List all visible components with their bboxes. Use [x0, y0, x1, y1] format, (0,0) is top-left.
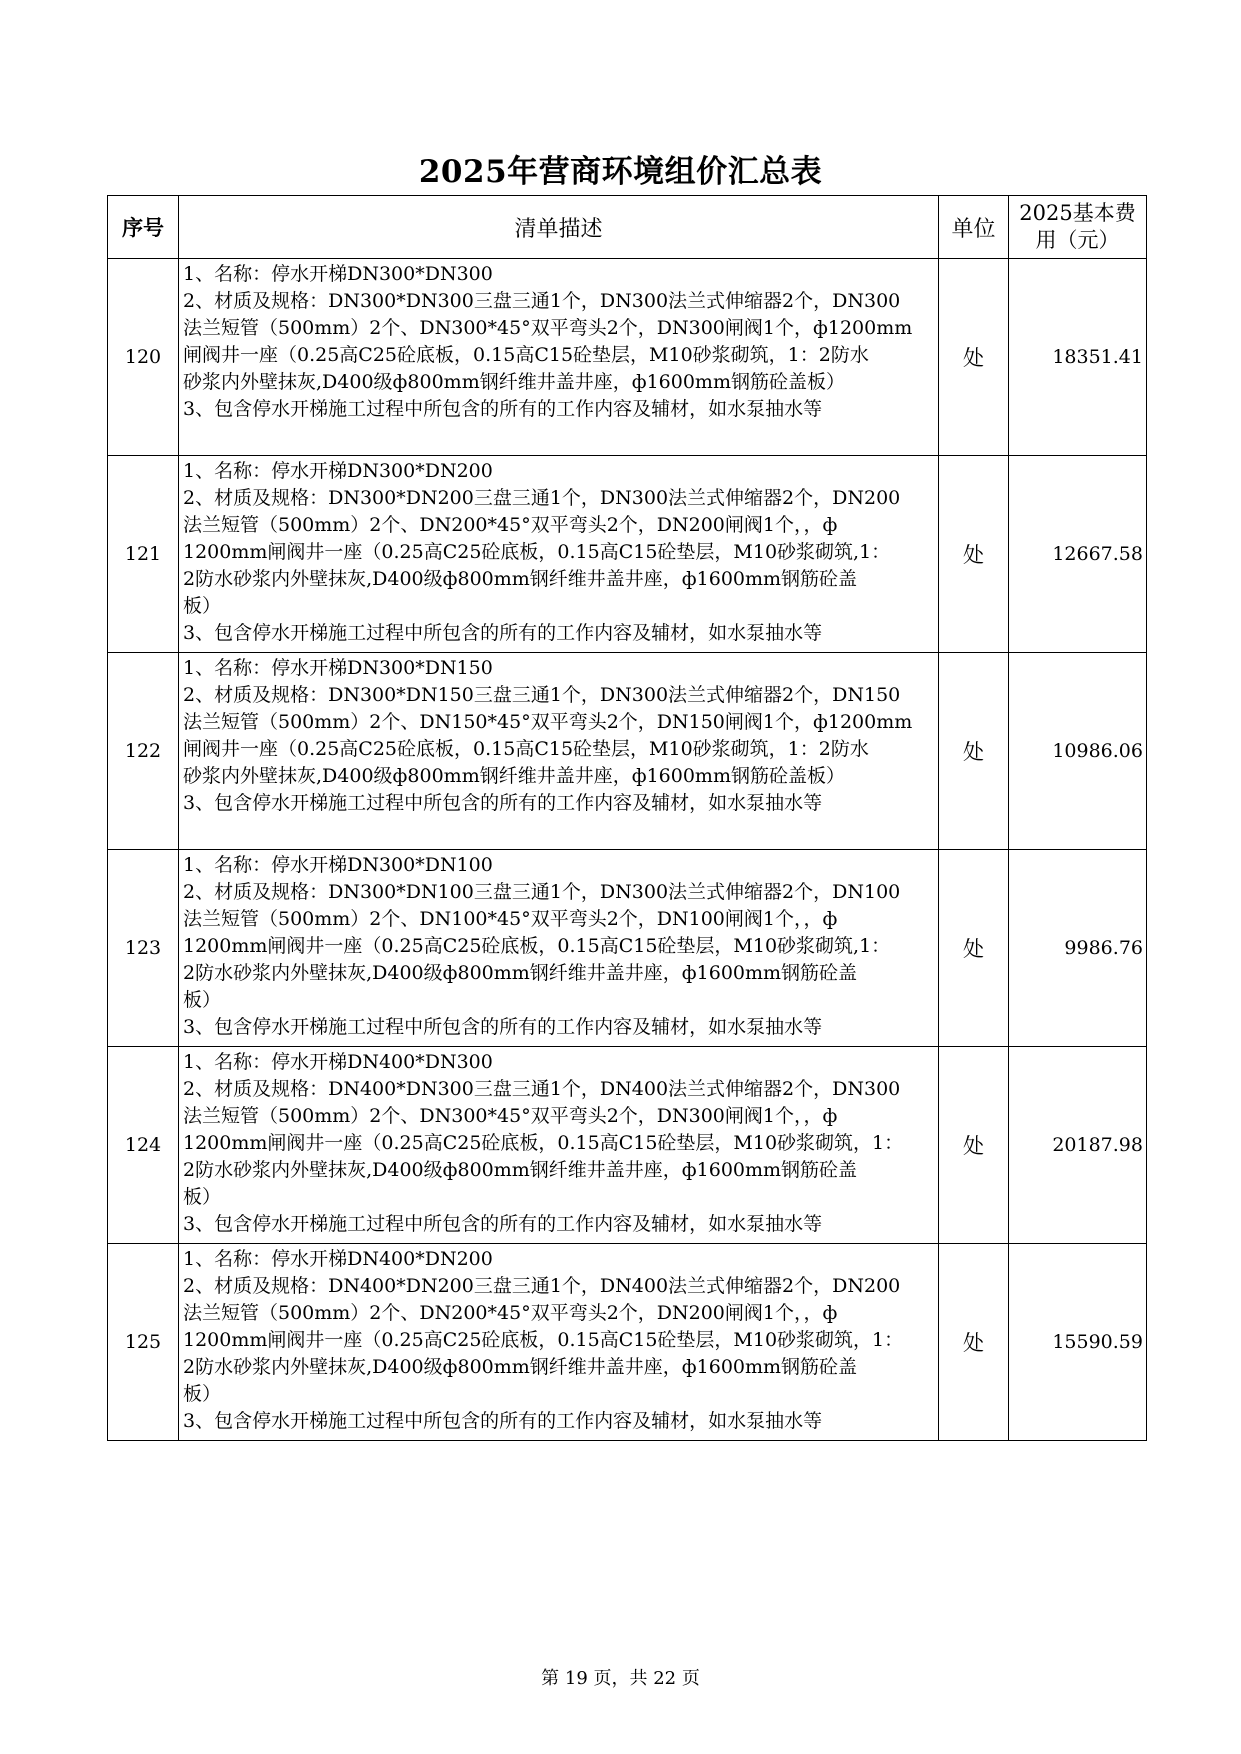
- description-line: 3、包含停水开梯施工过程中所包含的所有的工作内容及辅材，如水泵抽水等: [183, 1016, 823, 1038]
- description-line: 法兰短管（500mm）2个、DN150*45°双平弯头2个，DN150闸阀1个，ф1200mm: [183, 711, 913, 733]
- table-row: [108, 456, 1147, 653]
- description-line: 2、材质及规格：DN300*DN300三盘三通1个，DN300法兰式伸缩器2个，DN300: [183, 290, 901, 312]
- description-line: 1、名称：停水开梯DN300*DN100: [183, 854, 493, 876]
- row-description: [179, 259, 939, 456]
- description-line: 1200mm闸阀井一座（0.25高C25砼底板，0.15高C15砼垫层，M10砂浆砌筑,1：: [183, 935, 891, 957]
- description-line: 法兰短管（500mm）2个、DN300*45°双平弯头2个，DN300闸阀1个，ф1200mm: [183, 317, 913, 339]
- column-header-unit: 单位: [939, 196, 1009, 259]
- table-body: [108, 259, 1147, 1441]
- row-description: [179, 1244, 939, 1441]
- description-line: 3、包含停水开梯施工过程中所包含的所有的工作内容及辅材，如水泵抽水等: [183, 1213, 823, 1235]
- description-line: 1200mm闸阀井一座（0.25高C25砼底板，0.15高C15砼垫层，M10砂浆砌筑，1：: [183, 1329, 904, 1351]
- row-price: 18351.41: [1009, 259, 1147, 456]
- description-line: 板）: [183, 1383, 222, 1405]
- row-number: 122: [108, 653, 179, 850]
- row-number: 120: [108, 259, 179, 456]
- row-unit: 处: [939, 1244, 1009, 1441]
- table-row: [108, 850, 1147, 1047]
- table-row: [108, 259, 1147, 456]
- column-header-desc: 清单描述: [179, 196, 939, 259]
- row-number: 124: [108, 1047, 179, 1244]
- description-line: 1200mm闸阀井一座（0.25高C25砼底板，0.15高C15砼垫层，M10砂浆砌筑,1：: [183, 541, 891, 563]
- row-unit: 处: [939, 850, 1009, 1047]
- description-line: 砂浆内外壁抹灰,D400级ф800mm钢纤维井盖井座，ф1600mm钢筋砼盖板）: [183, 371, 845, 393]
- description-line: 板）: [183, 1186, 222, 1208]
- row-description: [179, 456, 939, 653]
- description-line: 砂浆内外壁抹灰,D400级ф800mm钢纤维井盖井座，ф1600mm钢筋砼盖板）: [183, 765, 845, 787]
- description-line: 2、材质及规格：DN300*DN100三盘三通1个，DN300法兰式伸缩器2个，DN100: [183, 881, 901, 903]
- row-unit: 处: [939, 653, 1009, 850]
- column-header-seq: 序号: [108, 196, 179, 259]
- description-line: 3、包含停水开梯施工过程中所包含的所有的工作内容及辅材，如水泵抽水等: [183, 398, 823, 420]
- description-line: 1200mm闸阀井一座（0.25高C25砼底板，0.15高C15砼垫层，M10砂浆砌筑，1：: [183, 1132, 904, 1154]
- description-line: 3、包含停水开梯施工过程中所包含的所有的工作内容及辅材，如水泵抽水等: [183, 792, 823, 814]
- row-unit: 处: [939, 259, 1009, 456]
- description-line: 板）: [183, 595, 222, 617]
- description-line: 1、名称：停水开梯DN300*DN150: [183, 657, 493, 679]
- table-header-row: [108, 196, 1147, 259]
- description-line: 2、材质及规格：DN300*DN150三盘三通1个，DN300法兰式伸缩器2个，DN150: [183, 684, 901, 706]
- page-footer: 第 19 页，共 22 页: [541, 1668, 700, 1689]
- price-summary-table: [107, 195, 1147, 1441]
- row-unit: 处: [939, 456, 1009, 653]
- table-row: [108, 1244, 1147, 1441]
- row-price: 15590.59: [1009, 1244, 1147, 1441]
- description-line: 闸阀井一座（0.25高C25砼底板，0.15高C15砼垫层，M10砂浆砌筑，1：2防水: [183, 738, 869, 760]
- row-number: 125: [108, 1244, 179, 1441]
- row-price: 10986.06: [1009, 653, 1147, 850]
- description-line: 法兰短管（500mm）2个、DN300*45°双平弯头2个，DN300闸阀1个，，ф: [183, 1105, 838, 1127]
- description-line: 2防水砂浆内外壁抹灰,D400级ф800mm钢纤维井盖井座，ф1600mm钢筋砼盖: [183, 568, 858, 590]
- description-line: 3、包含停水开梯施工过程中所包含的所有的工作内容及辅材，如水泵抽水等: [183, 622, 823, 644]
- description-line: 法兰短管（500mm）2个、DN100*45°双平弯头2个，DN100闸阀1个，，ф: [183, 908, 838, 930]
- description-line: 1、名称：停水开梯DN300*DN200: [183, 460, 493, 482]
- row-price: 9986.76: [1009, 850, 1147, 1047]
- row-description: [179, 850, 939, 1047]
- description-line: 1、名称：停水开梯DN300*DN300: [183, 263, 493, 285]
- description-line: 2防水砂浆内外壁抹灰,D400级ф800mm钢纤维井盖井座，ф1600mm钢筋砼盖: [183, 1159, 858, 1181]
- description-line: 板）: [183, 989, 222, 1011]
- description-line: 2、材质及规格：DN400*DN300三盘三通1个，DN400法兰式伸缩器2个，DN300: [183, 1078, 901, 1100]
- row-unit: 处: [939, 1047, 1009, 1244]
- description-line: 2防水砂浆内外壁抹灰,D400级ф800mm钢纤维井盖井座，ф1600mm钢筋砼盖: [183, 1356, 858, 1378]
- table-row: [108, 1047, 1147, 1244]
- row-description: [179, 1047, 939, 1244]
- page-title: 2025年营商环境组价汇总表: [418, 154, 823, 190]
- description-line: 2防水砂浆内外壁抹灰,D400级ф800mm钢纤维井盖井座，ф1600mm钢筋砼盖: [183, 962, 858, 984]
- row-number: 123: [108, 850, 179, 1047]
- column-header-fee: 2025基本费用（元）: [1009, 196, 1147, 259]
- row-price: 20187.98: [1009, 1047, 1147, 1244]
- description-line: 2、材质及规格：DN400*DN200三盘三通1个，DN400法兰式伸缩器2个，DN200: [183, 1275, 901, 1297]
- description-line: 2、材质及规格：DN300*DN200三盘三通1个，DN300法兰式伸缩器2个，DN200: [183, 487, 901, 509]
- description-line: 1、名称：停水开梯DN400*DN200: [183, 1248, 493, 1270]
- description-line: 闸阀井一座（0.25高C25砼底板，0.15高C15砼垫层，M10砂浆砌筑，1：2防水: [183, 344, 869, 366]
- row-number: 121: [108, 456, 179, 653]
- description-line: 1、名称：停水开梯DN400*DN300: [183, 1051, 493, 1073]
- row-description: [179, 653, 939, 850]
- row-price: 12667.58: [1009, 456, 1147, 653]
- description-line: 法兰短管（500mm）2个、DN200*45°双平弯头2个，DN200闸阀1个，，ф: [183, 514, 838, 536]
- description-line: 法兰短管（500mm）2个、DN200*45°双平弯头2个，DN200闸阀1个，，ф: [183, 1302, 838, 1324]
- table-row: [108, 653, 1147, 850]
- description-line: 3、包含停水开梯施工过程中所包含的所有的工作内容及辅材，如水泵抽水等: [183, 1410, 823, 1432]
